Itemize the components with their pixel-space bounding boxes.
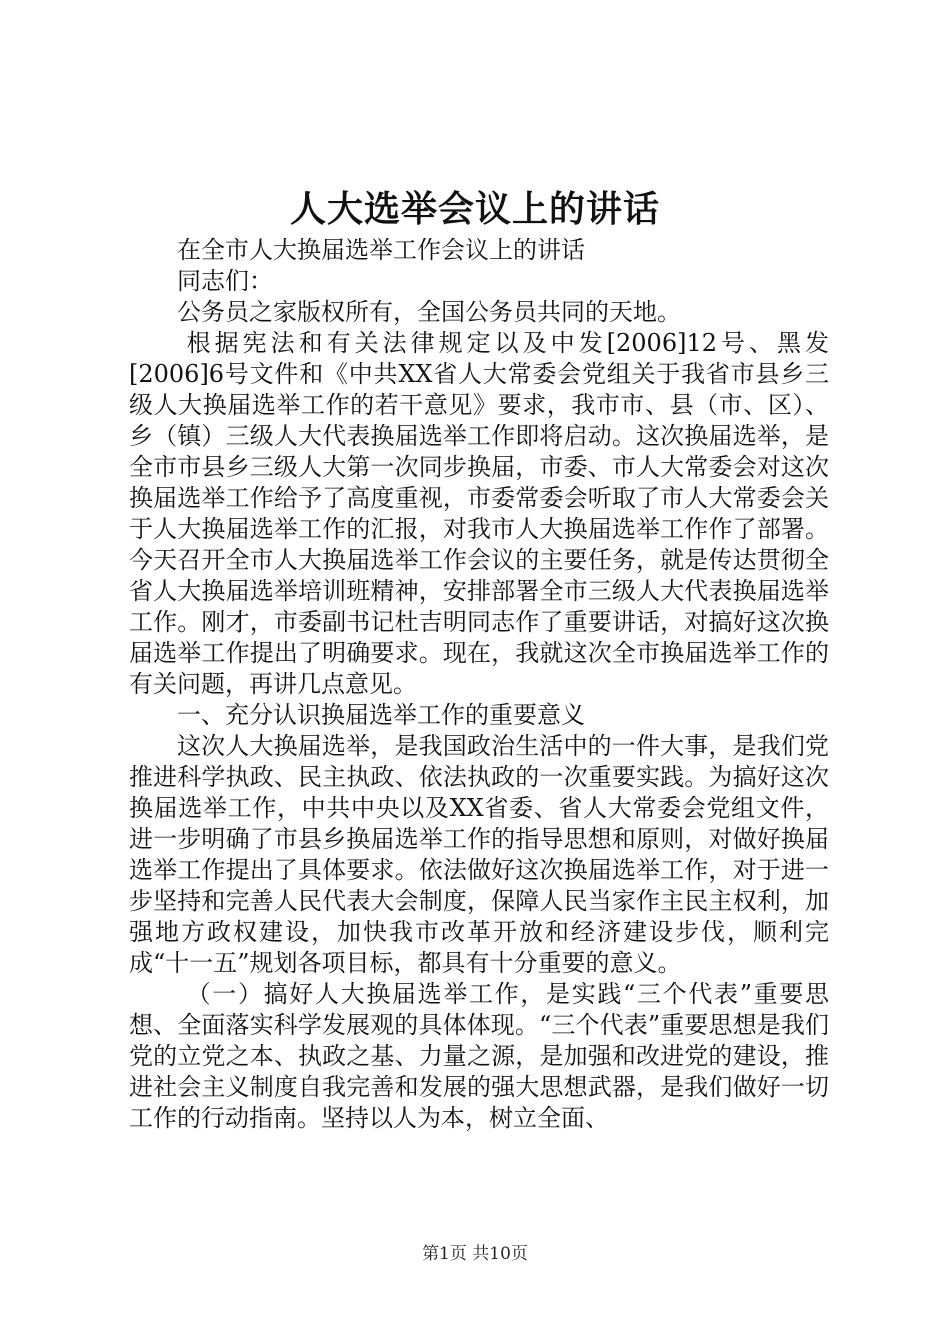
speech-subtitle: 在全市人大换届选举工作会议上的讲话: [177, 236, 585, 264]
copyright-line: 公务员之家版权所有，全国公务员共同的天地。: [177, 298, 681, 326]
paragraph-subsection-1: （一）搞好人大换届选举工作，是实践“三个代表”重要思想、全面落实科学发展观的具体体现。“三个代表”重要思想是我们党的立党之本、执政之基、力量之源，是加强和改进党的建设，推进社会主义制度自我完善和发展的强大思想武器，是我们做好一切工作的行动指南。坚持以人为本，树立全面、: [129, 980, 829, 1132]
document-title: 人大选举会议上的讲话: [289, 188, 660, 230]
paragraph-significance: 这次人大换届选举，是我国政治生活中的一件大事，是我们党推进科学执政、民主执政、依法执政的一次重要实践。为搞好这次换届选举工作，中共中央以及XX省委、省人大常委会党组文件，进一步明确了市县乡换届选举工作的指导思想和原则，对做好换届选举工作提出了具体要求。依法做好这次换届选举工作，对于进一步坚持和完善人民代表大会制度，保障人民当家作主民主权利，加强地方政权建设，加快我市改革开放和经济建设步伐，顺利完成“十一五”规划各项目标，都具有十分重要的意义。: [129, 732, 829, 977]
document-body: [129, 235, 829, 1134]
section-heading-1: 一、充分认识换届选举工作的重要意义: [177, 701, 585, 729]
salutation: 同志们：: [177, 267, 273, 295]
page-number-footer: 第1页 共10页: [422, 1244, 528, 1264]
paragraph-intro: 根据宪法和有关法律规定以及中发[2006]12号、黑发[2006]6号文件和《中共XX省人大常委会党组关于我省市县乡三级人大换届选举工作的若干意见》要求，我市市、县（市、区）、乡（镇）三级人大代表换届选举工作即将启动。这次换届选举，是全市市县乡三级人大第一次同步换届，市委、市人大常委会对这次换届选举工作给予了高度重视，市委常委会听取了市人大常委会关于人大换届选举工作的汇报，对我市人大换届选举工作作了部署。今天召开全市人大换届选举工作会议的主要任务，就是传达贯彻全省人大换届选举培训班精神，安排部署全市三级人大代表换届选举工作。刚才，市委副书记杜吉明同志作了重要讲话，对搞好这次换届选举工作提出了明确要求。现在，我就这次全市换届选举工作的有关问题，再讲几点意见。: [129, 329, 829, 698]
